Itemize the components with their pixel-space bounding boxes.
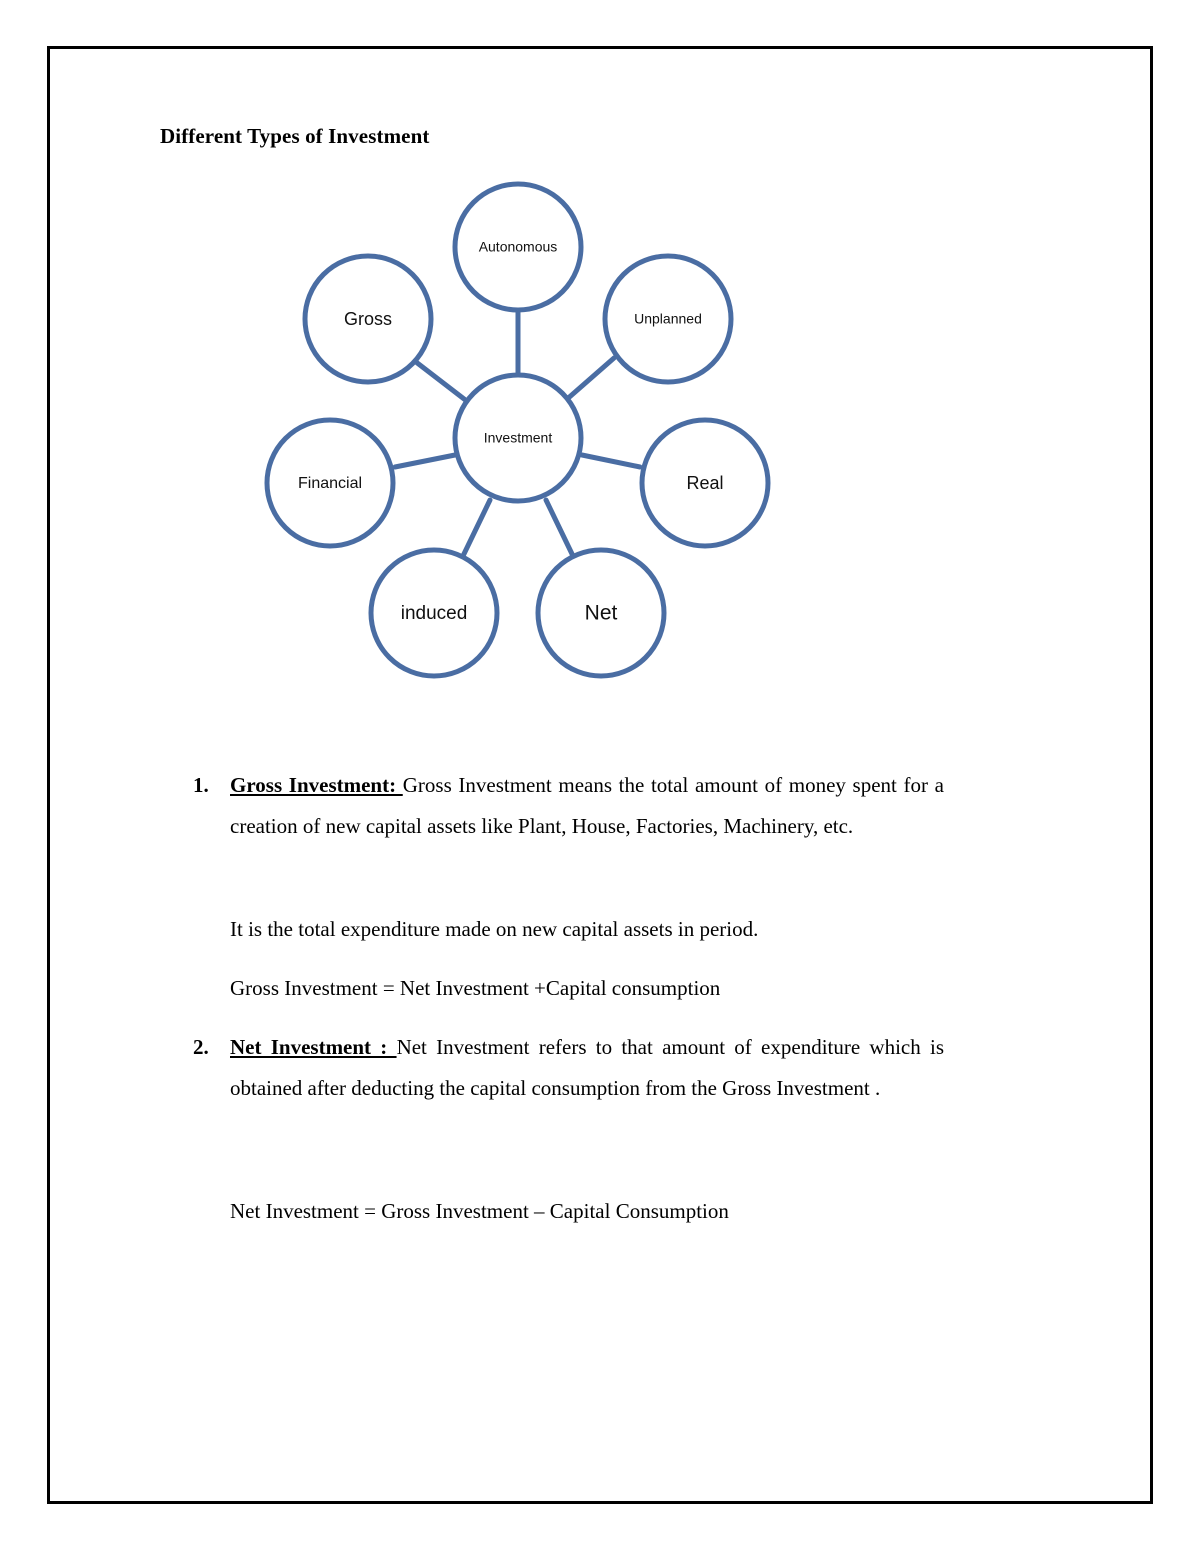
- gross-investment-note: It is the total expenditure made on new capital assets in period.: [230, 917, 759, 941]
- connector-real: [582, 455, 640, 467]
- node-label-autonomous: Autonomous: [478, 238, 558, 255]
- node-label-financial: Financial: [297, 475, 363, 493]
- node-label-real: Real: [686, 472, 724, 493]
- net-investment-formula: Net Investment = Gross Investment – Capital Consumption: [230, 1199, 729, 1223]
- connector-financial: [395, 455, 455, 467]
- investment-types-diagram: [0, 0, 1200, 720]
- connector-unplanned: [566, 358, 614, 400]
- term-gross-investment: Gross Investment:: [230, 773, 403, 797]
- page-title: Different Types of Investment: [160, 124, 430, 148]
- connector-gross: [416, 362, 468, 402]
- definition-gross-investment: Gross Investment means the total amount of money spent for a creation of new capital assets like Plant, House, Factories, Machinery, etc.: [230, 773, 944, 838]
- node-label-gross: Gross: [343, 308, 393, 329]
- list-number: 1.: [193, 773, 209, 797]
- connector-induced: [463, 500, 490, 556]
- gross-investment-formula: Gross Investment = Net Investment +Capital consumption: [230, 976, 721, 1000]
- node-label-induced: induced: [400, 603, 468, 625]
- connector-net: [546, 500, 573, 556]
- list-item-text: [230, 765, 944, 847]
- term-net-investment: Net Investment :: [230, 1035, 397, 1059]
- list-item-gross-investment: [160, 765, 944, 847]
- center-label: Investment: [483, 429, 553, 446]
- list-item-net-investment: [160, 1027, 944, 1109]
- node-label-net: Net: [584, 601, 618, 625]
- definition-net-investment: Net Investment refers to that amount of expenditure which is obtained after deducting the capital consumption from the Gross Investment .: [230, 1035, 945, 1100]
- node-label-unplanned: Unplanned: [634, 310, 702, 327]
- list-item-text: [230, 1027, 944, 1109]
- list-number: 2.: [193, 1035, 209, 1059]
